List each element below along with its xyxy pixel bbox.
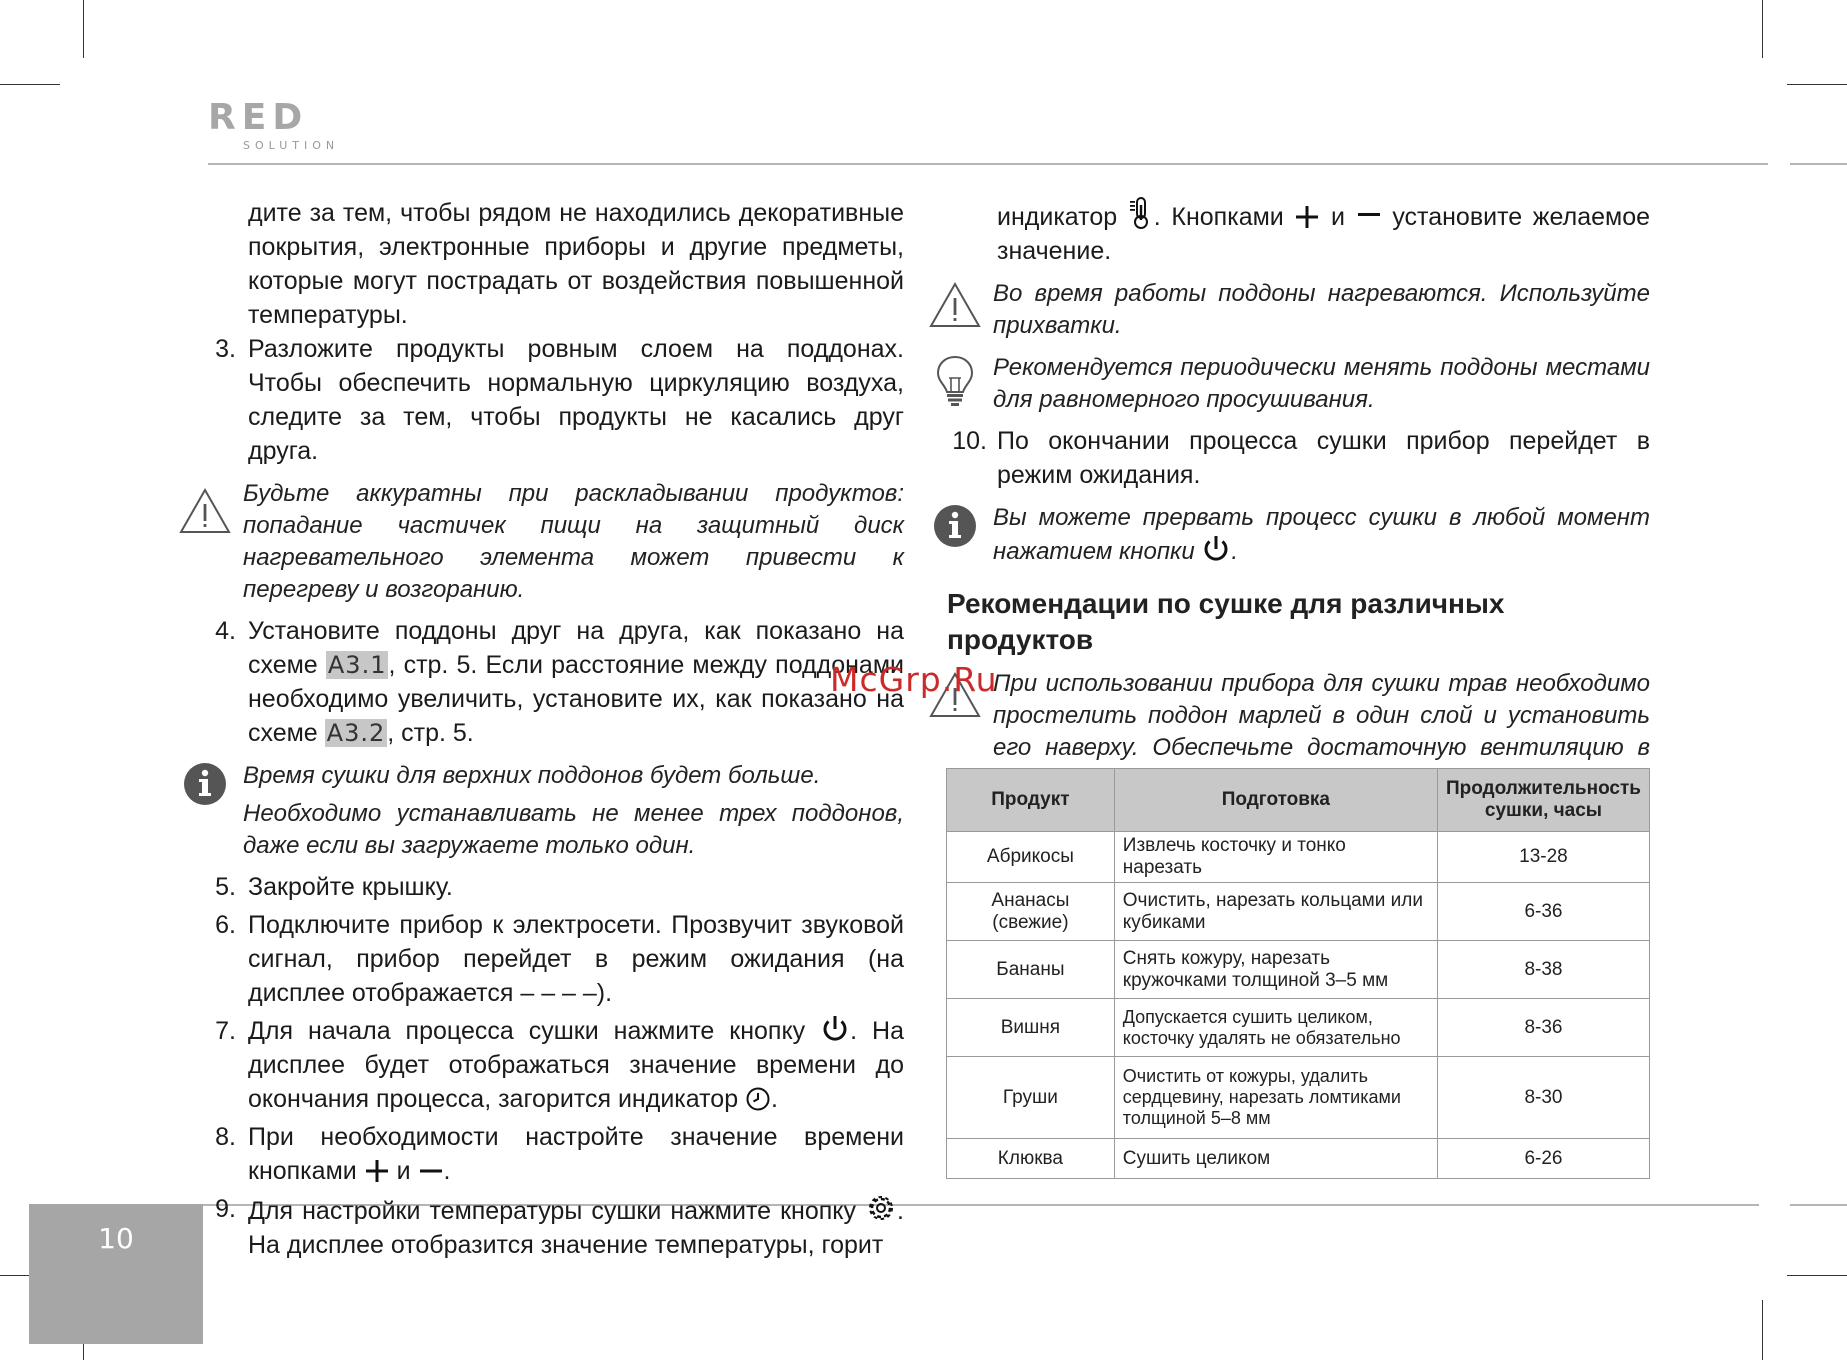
step-text-part: Для настройки температуры сушки нажмите кнопку	[248, 1197, 866, 1225]
step-text	[248, 614, 904, 750]
warning-text: Во время работы поддоны нагреваются. Используйте прихватки.	[993, 280, 1650, 339]
power-icon	[1201, 534, 1231, 564]
step-5	[215, 870, 904, 904]
warning-text: При использовании прибора для сушки трав необходимо простелить поддон марлей в один слой и установить его наверху. Обеспечьте достаточную вентиляцию в	[993, 670, 1650, 761]
tip-text: Рекомендуется периодически менять поддоны местами для равномерного просушивания.	[993, 354, 1650, 413]
step-text-part: и	[389, 1157, 418, 1185]
footer-rule-right	[1790, 1204, 1847, 1206]
info-note	[993, 502, 1650, 568]
step-text	[248, 1014, 904, 1116]
step-text-part: , стр. 5. Если расстояние между поддонами необходимо увеличить, установите их, как показано на схеме	[248, 651, 904, 747]
right-column	[947, 196, 1650, 804]
tip-note	[993, 352, 1650, 416]
info-text-part: Вы можете прервать процесс сушки в любой момент нажатием кнопки	[993, 504, 1650, 565]
preparation-cell: Допускается сушить целиком, косточку удалять не обязательно	[1114, 999, 1437, 1057]
product-cell: Бананы	[947, 941, 1115, 999]
step-number: 3.	[215, 335, 236, 363]
gear-icon	[865, 1192, 897, 1224]
page-number: 10	[98, 1222, 134, 1255]
step-6	[215, 908, 904, 1010]
text-part: индикатор	[997, 203, 1128, 231]
step-number: 4.	[215, 617, 236, 645]
power-icon	[820, 1014, 850, 1044]
brand-logo: RED	[208, 97, 309, 138]
thermometer-icon	[1128, 196, 1154, 230]
crop-mark	[83, 0, 84, 58]
table-row	[947, 1139, 1650, 1179]
preparation-cell: Снять кожуру, нарезать кружочками толщиной 3–5 мм	[1114, 941, 1437, 999]
intro-text: дите за тем, чтобы рядом не находились декоративные покрытия, электронные приборы и другие предметы, которые могут пострадать от воздействия повышенной температуры.	[248, 199, 904, 329]
table-header-row	[947, 769, 1650, 832]
crop-mark	[1787, 1275, 1847, 1276]
step-text-part: , стр. 5.	[387, 719, 474, 747]
step-number: 6.	[215, 911, 236, 939]
warning-icon	[927, 278, 983, 334]
step-text-part: . На дисплее отобразится значение температуры, горит	[248, 1197, 904, 1259]
info-icon	[177, 760, 233, 816]
continued-text	[997, 196, 1650, 268]
product-cell: Ананасы (свежие)	[947, 883, 1115, 941]
step-8	[215, 1120, 904, 1188]
left-column	[215, 196, 904, 1266]
header-rule-right	[1790, 163, 1847, 165]
info-text: Необходимо устанавливать не менее трех поддонов, даже если вы загружаете только один.	[243, 800, 904, 859]
table-row	[947, 999, 1650, 1057]
info-text: Время сушки для верхних поддонов будет больше.	[243, 762, 821, 789]
text-part: . Кнопками	[1153, 203, 1295, 231]
step-number: 9.	[215, 1195, 236, 1223]
step-text-part: Для начала процесса сушки нажмите кнопку	[248, 1017, 821, 1045]
step-number: 10.	[952, 427, 987, 455]
crop-mark	[1762, 1300, 1763, 1360]
column-header: Подготовка	[1114, 769, 1437, 832]
info-text-part: .	[1231, 538, 1239, 565]
text-part: установите желаемое значение.	[997, 203, 1650, 265]
plus-icon	[364, 1158, 390, 1184]
text-part: и	[1320, 203, 1356, 231]
step-text	[248, 1192, 904, 1262]
warning-text: Будьте аккуратны при раскладывании продуктов: попадание частичек пищи на защитный диск нагревательного элемента может привести к перегреву и возгоранию.	[243, 480, 904, 603]
info-icon	[927, 502, 983, 558]
step-3	[215, 332, 904, 468]
product-cell: Абрикосы	[947, 832, 1115, 883]
warning-icon	[177, 484, 233, 540]
product-cell: Груши	[947, 1057, 1115, 1139]
figure-reference: A3.2	[326, 719, 386, 747]
duration-cell: 6-26	[1437, 1139, 1649, 1179]
lightbulb-icon	[927, 352, 983, 408]
duration-cell: 8-36	[1437, 999, 1649, 1057]
step-text: Подключите прибор к электросети. Прозвучит звуковой сигнал, прибор перейдет в режим ожидания (на дисплее отображается – – – –).	[248, 911, 904, 1007]
step-text: По окончании процесса сушки прибор перейдет в режим ожидания.	[997, 427, 1650, 489]
step-text-part: Установите поддоны друг на друга, как показано на схеме	[248, 617, 904, 679]
step-text: Разложите продукты ровным слоем на поддонах. Чтобы обеспечить нормальную циркуляцию воздуха, следите за тем, чтобы продукты не касались друг друга.	[248, 335, 904, 465]
step-number: 8.	[215, 1123, 236, 1151]
section-heading: Рекомендации по сушке для различных продуктов	[947, 588, 1505, 655]
preparation-cell: Очистить от кожуры, удалить сердцевину, нарезать ломтиками толщиной 5–8 мм	[1114, 1057, 1437, 1139]
brand-logo-subtitle: SOLUTION	[243, 139, 340, 152]
duration-cell: 6-36	[1437, 883, 1649, 941]
step-text: Закройте крышку.	[248, 873, 453, 901]
drying-table	[946, 768, 1650, 1179]
preparation-cell: Сушить целиком	[1114, 1139, 1437, 1179]
duration-cell: 8-30	[1437, 1057, 1649, 1139]
step-number: 7.	[215, 1017, 236, 1045]
step-text-part: При необходимости настройте значение времени кнопками	[248, 1123, 904, 1185]
warning-note	[243, 478, 904, 606]
step-4	[215, 614, 904, 750]
step-text-part: .	[443, 1157, 451, 1185]
timer-icon	[745, 1086, 771, 1112]
step-7	[215, 1014, 904, 1116]
step-text-part: . На дисплее будет отображаться значение времени до окончания процесса, загорится индикатор	[248, 1017, 904, 1113]
duration-cell: 13-28	[1437, 832, 1649, 883]
product-cell: Вишня	[947, 999, 1115, 1057]
table-row	[947, 832, 1650, 883]
minus-icon	[1356, 204, 1382, 230]
step-9	[215, 1192, 904, 1262]
crop-mark	[1787, 84, 1847, 85]
column-header: Продолжительность сушки, часы	[1437, 769, 1649, 832]
info-note	[243, 760, 904, 862]
crop-mark	[1762, 0, 1763, 58]
product-cell: Клюква	[947, 1139, 1115, 1179]
minus-icon	[418, 1158, 444, 1184]
step-10	[952, 424, 1650, 492]
table-row	[947, 941, 1650, 999]
watermark: McGrp.Ru	[830, 660, 998, 699]
preparation-cell: Извлечь косточку и тонко нарезать	[1114, 832, 1437, 883]
warning-note	[993, 278, 1650, 342]
step-number: 5.	[215, 873, 236, 901]
info-text	[993, 502, 1650, 568]
preparation-cell: Очистить, нарезать кольцами или кубиками	[1114, 883, 1437, 941]
crop-mark	[0, 84, 60, 85]
step-text	[248, 1120, 904, 1188]
plus-icon	[1294, 204, 1320, 230]
header-rule	[208, 163, 1768, 165]
figure-reference: A3.1	[327, 651, 387, 679]
column-header: Продукт	[947, 769, 1115, 832]
table-row	[947, 1057, 1650, 1139]
duration-cell: 8-38	[1437, 941, 1649, 999]
step-text-part: .	[771, 1085, 778, 1113]
table-row	[947, 883, 1650, 941]
